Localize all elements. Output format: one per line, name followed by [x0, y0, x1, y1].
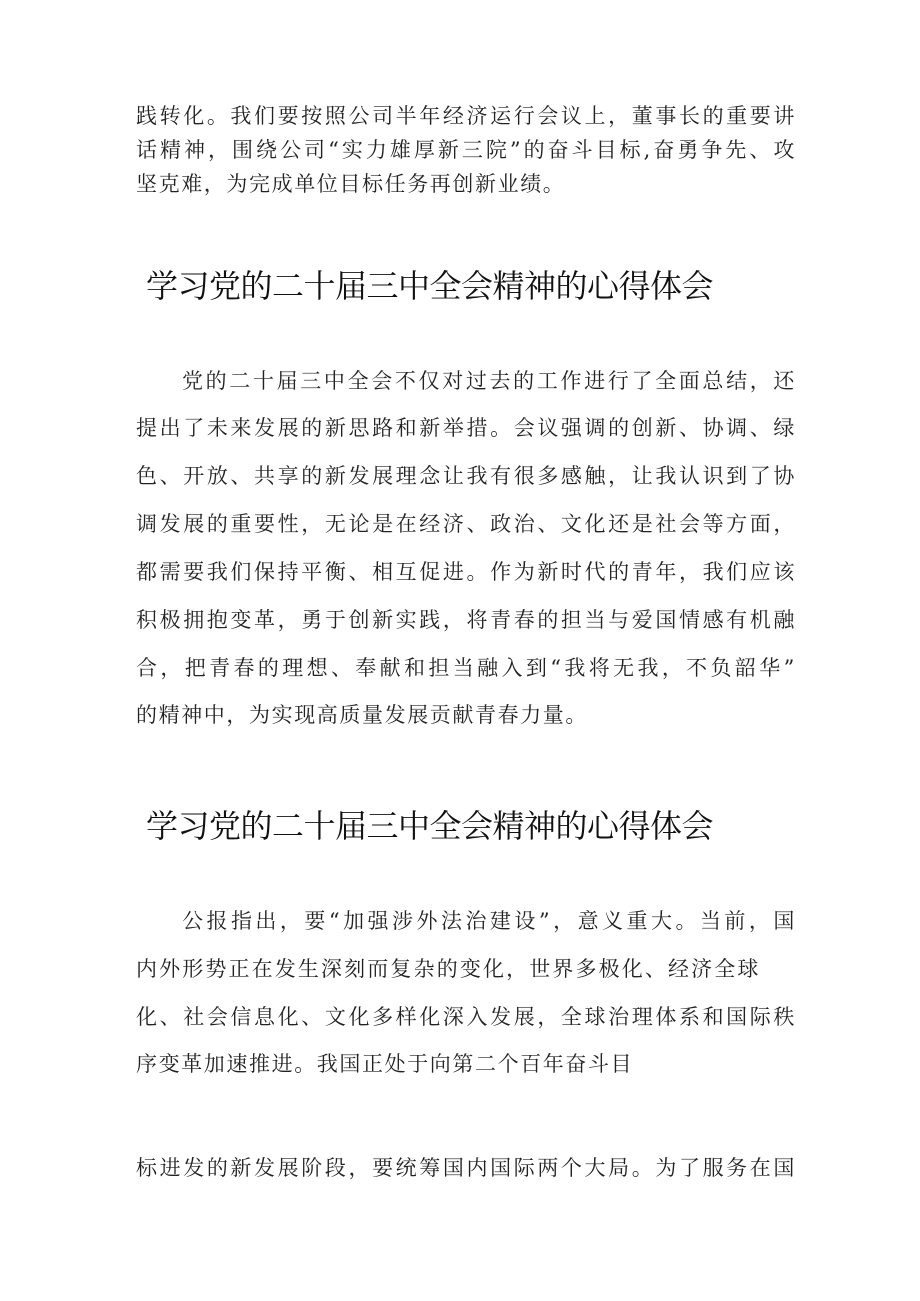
paragraph-line: 色、开放、共享的新发展理念让我有很多感触，让我认识到了协 [136, 464, 796, 488]
paragraph-line: 坚克难，为完成单位目标任务再创新业绩。 [136, 172, 566, 196]
paragraph-line: 公报指出，要“加强涉外法治建设”，意义重大。当前，国 [182, 909, 796, 933]
paragraph-line: 化、社会信息化、文化多样化深入发展，全球治理体系和国际秩 [136, 1005, 796, 1029]
section-heading: 学习党的二十届三中全会精神的心得体会 [146, 807, 714, 845]
paragraph-line: 标进发的新发展阶段，要统筹国内国际两个大局。为了服务在国 [136, 1156, 796, 1180]
paragraph-line: 党的二十届三中全会不仅对过去的工作进行了全面总结，还 [182, 369, 796, 393]
paragraph-line: 序变革加速推进。我国正处于向第二个百年奋斗目 [136, 1052, 634, 1076]
section-heading: 学习党的二十届三中全会精神的心得体会 [146, 267, 714, 305]
paragraph-line: 积极拥抱变革，勇于创新实践，将青春的担当与爱国情感有机融 [136, 608, 796, 632]
paragraph-line: 内外形势正在发生深刻而复杂的变化，世界多极化、经济全球 [136, 957, 760, 981]
paragraph-line: 的精神中，为实现高质量发展贡献青春力量。 [136, 703, 588, 727]
paragraph-line: 提出了未来发展的新思路和新举措。会议强调的创新、协调、绿 [136, 416, 796, 440]
paragraph-line: 践转化。我们要按照公司半年经济运行会议上，董事长的重要讲 [136, 104, 796, 128]
paragraph-line: 合，把青春的理想、奉献和担当融入到“我将无我，不负韶华” [136, 656, 796, 680]
paragraph-line: 调发展的重要性，无论是在经济、政治、文化还是社会等方面， [136, 512, 796, 536]
paragraph-line: 话精神，围绕公司“实力雄厚新三院”的奋斗目标,奋勇争先、攻 [136, 138, 796, 162]
paragraph-line: 都需要我们保持平衡、相互促进。作为新时代的青年，我们应该 [136, 560, 796, 584]
